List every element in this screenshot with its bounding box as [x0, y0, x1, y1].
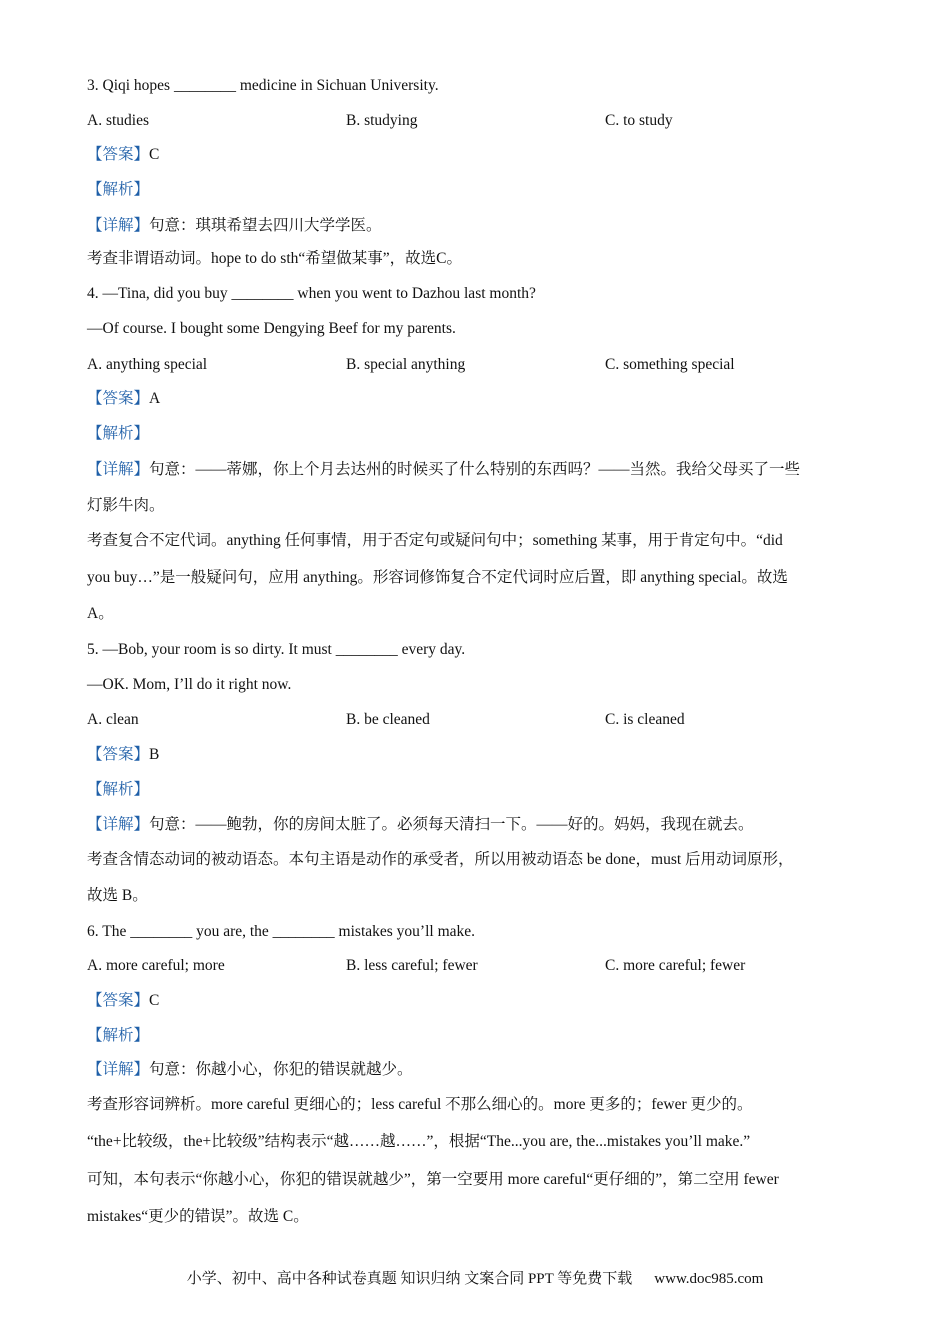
page-footer	[0, 1269, 950, 1289]
question-4-detail-2: 灯影牛肉。	[87, 497, 165, 514]
detail-text: 句意：你越小心，你犯的错误就越少。	[149, 1061, 413, 1078]
question-3-option-a: A. studies	[87, 112, 149, 129]
question-6-detail-1	[87, 1060, 413, 1080]
question-4-stem-reply: —Of course. I bought some Dengying Beef for my parents.	[87, 320, 456, 337]
detail-text: 句意：——鲍勃，你的房间太脏了。必须每天清扫一下。——好的。妈妈，我现在就去。	[149, 816, 754, 833]
question-6-option-c: C. more careful; fewer	[605, 957, 746, 974]
detail-tag: 【详解】	[87, 816, 150, 833]
question-6-stem: 6. The ________ you are, the ________ mistakes you’ll make.	[87, 923, 476, 940]
answer-tag: 【答案】	[87, 146, 150, 163]
detail-text: 句意：——蒂娜，你上个月去达州的时候买了什么特别的东西吗？——当然。我给父母买了一些	[149, 461, 801, 478]
detail-tag: 【详解】	[87, 217, 150, 234]
question-3-answer	[87, 145, 159, 165]
question-5-stem-reply: —OK. Mom, I’ll do it right now.	[87, 676, 292, 693]
question-6-answer	[87, 991, 159, 1011]
question-3-detail-1	[87, 216, 382, 236]
question-4-answer	[87, 389, 160, 409]
detail-text: 句意：琪琪希望去四川大学学医。	[149, 217, 382, 234]
detail-tag: 【详解】	[87, 1061, 150, 1078]
answer-value: A	[149, 390, 161, 407]
answer-tag: 【答案】	[87, 746, 150, 763]
question-6-option-a: A. more careful; more	[87, 957, 225, 974]
question-3-analysis-tag: 【解析】	[87, 181, 150, 198]
question-6-analysis-tag: 【解析】	[87, 1027, 150, 1044]
question-5-option-b: B. be cleaned	[346, 711, 430, 728]
question-3-stem: 3. Qiqi hopes ________ medicine in Sichuan University.	[87, 77, 439, 94]
question-4-option-a: A. anything special	[87, 356, 208, 373]
question-6-detail-4: 可知，本句表示“你越小心，你犯的错误就越少”，第一空要用 more careful“更仔细的”，第二空用 fewer	[87, 1171, 779, 1188]
question-5-answer	[87, 745, 159, 765]
question-6-detail-3: “the+比较级，the+比较级”结构表示“越……越……”，根据“The...you are, the...mistakes you’ll make.”	[87, 1133, 751, 1150]
question-6-detail-2: 考查形容词辨析。more careful 更细心的；less careful 不那么细心的。more 更多的；fewer 更少的。	[87, 1096, 753, 1113]
question-6-detail-5: mistakes“更少的错误”。故选 C。	[87, 1208, 309, 1225]
question-5-detail-3: 故选 B。	[87, 887, 148, 904]
footer-text: 小学、初中、高中各种试卷真题 知识归纳 文案合同 PPT 等免费下载	[186, 1271, 633, 1287]
question-5-detail-2: 考查含情态动词的被动语态。本句主语是动作的承受者，所以用被动语态 be done，must 后用动词原形，	[87, 851, 794, 868]
footer-url[interactable]: www.doc985.com	[654, 1271, 764, 1287]
detail-tag: 【详解】	[87, 461, 150, 478]
question-5-analysis-tag: 【解析】	[87, 781, 150, 798]
question-3-option-c: C. to study	[605, 112, 673, 129]
question-4-detail-3: 考查复合不定代词。anything 任何事情，用于否定句或疑问句中；something 某事，用于肯定句中。“did	[87, 532, 783, 549]
question-4-option-c: C. something special	[605, 356, 735, 373]
question-4-detail-4: you buy…”是一般疑问句，应用 anything。形容词修饰复合不定代词时应后置，即 anything special。故选	[87, 569, 788, 586]
answer-value: B	[149, 746, 160, 763]
question-4-option-b: B. special anything	[346, 356, 466, 373]
answer-tag: 【答案】	[87, 390, 150, 407]
question-3-option-b: B. studying	[346, 112, 418, 129]
question-4-detail-1	[87, 460, 800, 480]
question-6-option-b: B. less careful; fewer	[346, 957, 478, 974]
answer-tag: 【答案】	[87, 992, 150, 1009]
question-4-detail-5: A。	[87, 605, 114, 622]
answer-value: C	[149, 992, 160, 1009]
question-5-stem: 5. —Bob, your room is so dirty. It must ________ every day.	[87, 641, 466, 658]
question-5-detail-1	[87, 815, 754, 835]
answer-value: C	[149, 146, 160, 163]
question-3-detail-2: 考查非谓语动词。hope to do sth“希望做某事”，故选C。	[87, 250, 462, 267]
question-4-analysis-tag: 【解析】	[87, 425, 150, 442]
question-4-stem: 4. —Tina, did you buy ________ when you went to Dazhou last month?	[87, 285, 536, 302]
question-5-option-c: C. is cleaned	[605, 711, 685, 728]
question-5-option-a: A. clean	[87, 711, 139, 728]
